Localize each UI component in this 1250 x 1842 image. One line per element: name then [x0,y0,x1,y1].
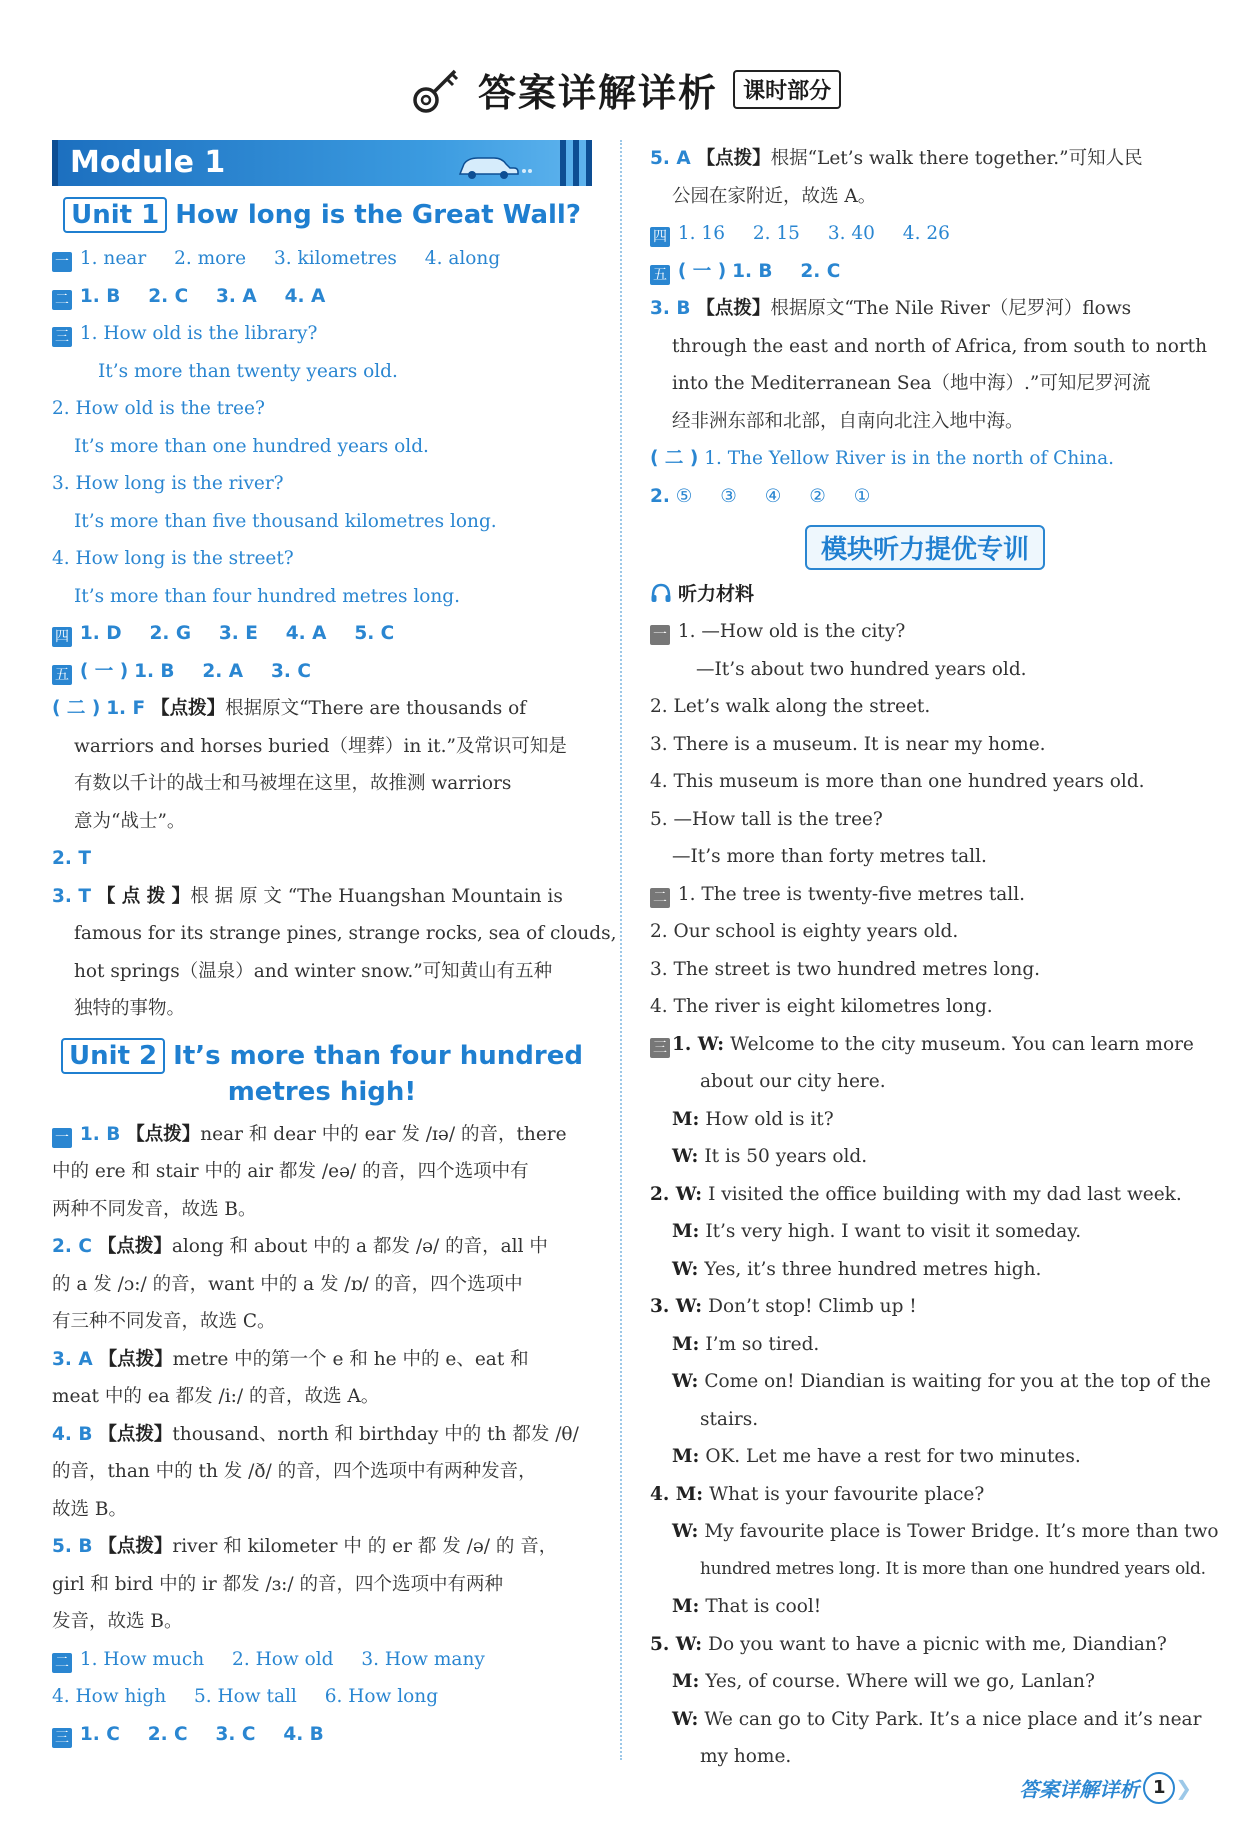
answer-item: ④ [764,485,782,507]
dialog-line [650,1476,1200,1514]
speaker-label: W: [672,1521,699,1542]
material-text: 2. Let’s walk along the street. [650,696,931,717]
answer-number: 2. [650,485,670,507]
explanation-text: thousand、north 和 birthday 中的 th 都发 /θ/ [172,1423,579,1445]
answer-text: It’s more than four hundred metres long. [74,585,461,607]
dialog-line [650,1101,1200,1139]
section-marker: 二 [650,888,670,908]
dialog-line [650,1176,1200,1214]
r-section4 [650,215,1200,253]
tip-label: 【点拨】 [98,1536,173,1557]
key-icon [409,63,463,117]
explanation-text: 根据“Let’s walk there together.”可知人民 [770,148,1143,169]
answer-item: ① [853,485,871,507]
answer-item: 2. A [202,660,244,682]
answer-text: It’s more than five thousand kilometres long. [74,510,497,532]
answer-item: 4. A [285,623,327,644]
unit1-title: How long is the Great Wall? [175,200,581,230]
material-text: —It’s about two hundred years old. [696,658,1027,680]
dialog-text: stairs. [700,1408,759,1430]
answer-item: 3. E [218,623,258,644]
left-column [52,140,617,1753]
explanation-text: 独特的事物。 [74,998,186,1019]
explanation-text: into the Mediterranean Sea（地中海）.”可知尼罗河流 [672,373,1151,394]
speaker-label: 2. W: [650,1183,703,1205]
dialog-line [650,1251,1200,1289]
material-text: 5. —How tall is the tree? [650,808,883,830]
dialog-line [650,1063,1200,1101]
answer-item: 4. along [424,248,501,269]
explanation-line [52,1416,592,1454]
answer-number: 1. B [79,1123,121,1145]
speaker-label: M: [672,1333,700,1355]
dialog-text: It’s very high. I want to visit it someday. [705,1221,1082,1242]
explanation-text: 根 据 原 文 “The Huangshan Mountain is [190,885,563,907]
dialog-line [650,1663,1200,1701]
dialog-line [650,1288,1200,1326]
speaker-label: W: [672,1708,699,1730]
r-section5 [650,253,1200,291]
explanation-text: 经非洲东部和北部，自南向北注入地中海。 [672,410,1024,432]
answer-item: 3. kilometres [273,248,397,269]
explanation-line [650,140,1200,178]
dialogs [650,1026,1219,1776]
dialog-line [650,1738,1200,1776]
section-marker: 三 [52,327,72,347]
dialog-line [650,1326,1200,1364]
speaker-label: 5. W: [650,1633,703,1655]
answer-item: 1. B [732,260,773,282]
u1-section4 [52,615,592,653]
answer-item: 3. 40 [827,223,875,244]
section-marker: 一 [650,625,670,645]
unit1-heading [52,196,592,234]
answer-item: 1. How much [79,1648,205,1670]
explanation-line [52,878,592,916]
right-column [650,140,1219,1776]
dialog-line [650,1026,1200,1064]
answer-item: 4. B [283,1723,324,1745]
dialog-text: What is your favourite place? [709,1483,985,1505]
explanation-line [650,440,1200,478]
section-marker: 四 [650,227,670,247]
u1-section3-q1 [52,315,592,353]
answer-item: ② [809,485,826,507]
dialog-text: about our city here. [700,1071,886,1092]
explanation-text: river 和 kilometer 中 的 er 都 发 /ə/ 的 音， [172,1536,558,1557]
speaker-label: M: [672,1108,700,1130]
explanation-text: 中的 ere 和 stair 中的 air 都发 /eə/ 的音，四个选项中有 [52,1161,529,1182]
unit2-label: Unit 2 [61,1038,165,1074]
dialog-text: How old is it? [705,1108,834,1130]
answer-item: 6. How long [324,1686,439,1707]
section-marker: 一 [52,252,72,272]
section-marker: 五 [52,665,72,685]
answer-number: 2. T [52,848,91,869]
explanation-text: near 和 dear 中的 ear 发 /ɪə/ 的音，there [200,1123,567,1145]
answer-number: 4. B [52,1423,93,1445]
section-marker: 一 [52,1128,72,1148]
sub-marker: ( 一 ) [677,260,727,282]
answer-text: 1. The Yellow River is in the north of China. [704,448,1114,469]
material-text: 4. This museum is more than one hundred years old. [650,771,1145,792]
dialog-text: I’m so tired. [705,1333,820,1355]
answer-number: 1. F [106,698,146,719]
section-marker: 五 [650,265,670,285]
answer-item: 1. B [134,660,175,682]
page-header [0,62,1250,122]
answer-item: 2. C [800,260,841,282]
dialog-line [650,1438,1200,1476]
answer-item: 1. B [79,285,121,307]
explanation-text: famous for its strange pines, strange rocks, sea of clouds, [74,923,617,944]
explanation-text: 根据原文“The Nile River（尼罗河）flows [770,298,1132,319]
tip-label: 【点拨】 [126,1123,201,1145]
question-text: 4. How long is the street? [52,548,294,569]
car-icon [456,152,536,182]
answer-item: ⑤ [675,485,693,507]
answer-item: 2. How old [232,1648,334,1670]
material-text: 4. The river is eight kilometres long. [650,996,993,1017]
material-heading [650,576,1200,613]
module-banner [52,140,592,186]
material-line [650,613,1200,651]
answer-item: 2. C [148,285,189,307]
unit2-heading [52,1038,592,1110]
answer-item: 3. C [270,660,311,682]
explanation-text: warriors and horses buried（埋葬）in it.”及常识可知是 [74,735,567,757]
u1-section5 [52,653,592,691]
dialog-text: Yes, of course. Where will we go, Lanlan? [705,1671,1095,1692]
answer-item: 3. How many [361,1648,485,1670]
listening-heading [650,525,1200,570]
answer-item: 2. 15 [752,223,800,244]
dialog-line [650,1138,1200,1176]
material-text: 3. There is a museum. It is near my home. [650,733,1046,755]
explanation-line [52,1528,592,1566]
explanation-text: metre 中的第一个 e 和 he 中的 e、eat 和 [172,1348,529,1370]
answer-item: 1. C [79,1723,120,1745]
dialog-text: Welcome to the city museum. You can learn more [730,1033,1194,1055]
unit1-label: Unit 1 [63,197,167,233]
explanation-text: 的 a 发 /ɔ:/ 的音，want 中的 a 发 /ɒ/ 的音，四个选项中 [52,1273,523,1295]
speaker-label: 3. W: [650,1296,703,1317]
explanation-text: along 和 about 中的 a 都发 /ə/ 的音，all 中 [171,1236,548,1257]
explanation-line [650,290,1200,328]
speaker-label: M: [672,1446,700,1467]
u2-section2-row1 [52,1641,592,1679]
explanation-line [52,1228,592,1266]
chevron-right-icon: ❯ [1175,1776,1192,1800]
material-text: 2. Our school is eighty years old. [650,921,959,942]
dialog-line [650,1588,1200,1626]
explanation-line [52,1116,592,1154]
question-text: 2. How old is the tree? [52,398,265,419]
question-text: 3. How long is the river? [52,473,284,494]
dialog-line [650,1213,1200,1251]
tip-label: 【点拨】 [97,1236,172,1257]
answer-item: 5. C [354,623,395,644]
dialog-text: Do you want to have a picnic with me, Diandian? [708,1633,1167,1655]
answer-number: 5. A [650,148,691,169]
dialog-text: My favourite place is Tower Bridge. It’s more than two [704,1521,1219,1542]
answer-text: It’s more than twenty years old. [98,360,398,382]
material-line [650,876,1200,914]
dialog-text: OK. Let me have a rest for two minutes. [705,1446,1081,1467]
u1-section1 [52,240,592,278]
speaker-label: M: [672,1221,700,1242]
dialog-line [650,1626,1200,1664]
explanation-line [52,1341,592,1379]
dialog-text: We can go to City Park. It’s a nice place and it’s near [704,1708,1202,1730]
sub-marker: ( 二 ) [650,448,699,469]
section-marker: 二 [52,290,72,310]
answer-item: 2. more [174,248,247,269]
explanation-text: meat 中的 ea 都发 /i:/ 的音，故选 A。 [52,1386,380,1407]
explanation-text: girl 和 bird 中的 ir 都发 /ɜ:/ 的音，四个选项中有两种 [52,1573,504,1595]
sub-marker: ( 二 ) [52,698,101,719]
dialog-line [650,1363,1211,1401]
page-number: 1 [1143,1772,1175,1804]
speaker-label: M: [672,1596,700,1617]
unit2-title-line2: metres high! [227,1076,417,1107]
explanation-text: 公园在家附近，故选 A。 [672,185,877,207]
dialog-text: It is 50 years old. [704,1146,868,1167]
tip-label: 【点拨】 [98,1348,173,1370]
explanation-text: 的音，than 中的 th 发 /ð/ 的音，四个选项中有两种发音， [52,1461,537,1482]
answer-number: 3. T [52,885,91,907]
tip-label: 【点拨】 [696,148,771,169]
headphones-icon [650,582,672,604]
column-divider [620,140,622,1760]
order-answer [650,478,1200,516]
answer-item: 1. near [79,248,147,269]
material-text: 1. —How old is the city? [677,621,906,642]
answer-item: 4. How high [52,1686,167,1707]
answer-item: 1. D [79,623,122,644]
section-marker: 二 [52,1653,72,1673]
section-marker: 三 [650,1038,670,1058]
material-text: —It’s more than forty metres tall. [672,846,987,867]
dialog-text: Don’t stop! Climb up ! [708,1296,917,1317]
dialog-text: Come on! Diandian is waiting for you at the top of the [704,1371,1211,1392]
u2-section2-row2 [52,1678,592,1716]
explanation-text: 发音，故选 B。 [52,1611,183,1632]
speaker-label: W: [672,1258,699,1280]
speaker-label: W: [672,1371,699,1392]
explanation-text: hot springs（温泉）and winter snow.”可知黄山有五种 [74,960,553,982]
dialog-line [650,1513,1219,1551]
explanation-text: 有三种不同发音，故选 C。 [52,1311,276,1332]
answer-item: 5. How tall [194,1686,297,1707]
dialog-text: my home. [700,1746,792,1767]
section-marker: 四 [52,627,72,647]
explanation-text: 有数以千计的战士和马被埋在这里，故推测 warriors [74,773,512,794]
answer-item: ③ [720,485,737,507]
dialog-line [650,1401,1200,1439]
dialog-text: I visited the office building with my dad last week. [708,1183,1182,1205]
speaker-label: 4. M: [650,1483,704,1505]
u1-section2 [52,278,592,316]
dialog-line [650,1701,1200,1739]
answer-text: It’s more than one hundred years old. [74,435,429,457]
speaker-label: 1. W: [672,1033,725,1055]
explanation-line [52,690,592,728]
page-title: 答案详解详析 [477,71,718,115]
answer-number: 5. B [52,1536,93,1557]
speaker-label: W: [672,1146,699,1167]
explanation-text: through the east and north of Africa, from south to north [672,335,1208,357]
answer-item: 2. C [147,1723,188,1745]
material-label: 听力材料 [678,583,755,605]
question-text: 1. How old is the library? [79,323,318,344]
tip-label: 【点拨】 [98,1423,173,1445]
dialog-text: That is cool! [705,1596,822,1617]
answer-item: 4. A [284,285,326,307]
explanation-text: 两种不同发音，故选 B。 [52,1198,257,1220]
explanation-text: 根据原文“There are thousands of [225,698,527,719]
tip-label: 【 点 拨 】 [96,885,191,907]
material-text: 1. The tree is twenty-five metres tall. [677,883,1026,905]
material-text: 3. The street is two hundred metres long. [650,958,1041,980]
section-marker: 三 [52,1728,72,1748]
explanation-text: 意为“战士”。 [74,810,186,832]
u2-section3 [52,1716,592,1754]
answer-number: 3. A [52,1348,93,1370]
module-title: Module 1 [70,145,226,180]
tip-label: 【点拨】 [151,698,226,719]
speaker-label: M: [672,1671,700,1692]
answer-item: 3. A [216,285,257,307]
answer-number: 3. B [650,298,691,319]
answer-number: 2. C [52,1236,92,1257]
footer-label: 答案详解详析 [1019,1777,1140,1802]
explanation-text: 故选 B。 [52,1498,127,1520]
tip-label: 【点拨】 [696,298,771,319]
answer-item: 2. G [149,623,192,644]
page-footer [1019,1772,1192,1806]
unit2-title: It’s more than four hundred [173,1040,583,1071]
dialog-text: Yes, it’s three hundred metres high. [704,1258,1042,1280]
answer-item: 4. 26 [902,223,950,244]
answer-item: 3. C [215,1723,256,1745]
dialog-text: hundred metres long. It is more than one hundred years old. [700,1558,1206,1579]
listening-title: 模块听力提优专训 [805,525,1045,570]
section-badge: 课时部分 [733,70,841,109]
dialog-line [650,1551,1206,1589]
answer-item: 1. 16 [677,223,725,244]
sub-marker: ( 一 ) [79,660,129,682]
